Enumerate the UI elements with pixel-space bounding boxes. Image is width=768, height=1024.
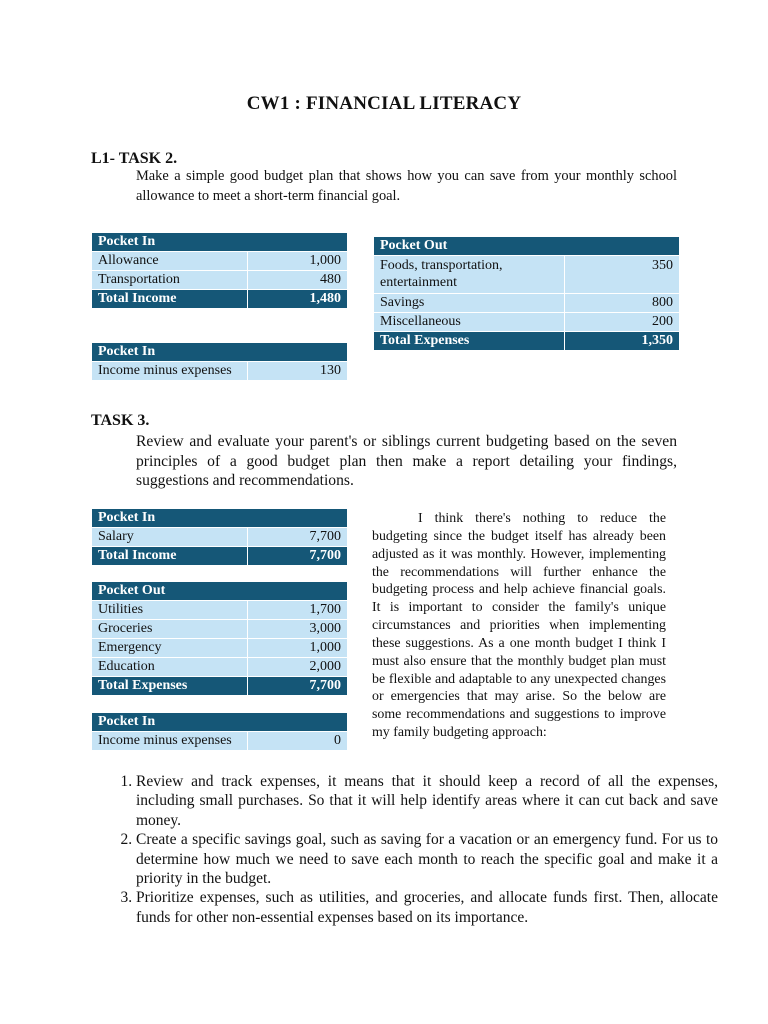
table-row bbox=[374, 294, 680, 313]
list-item: 3. Prioritize expenses, such as utilities, and groceries, and allocate funds first. Then, allocate funds for other non-essential expenses based on its importance. bbox=[136, 888, 718, 927]
row-label: Emergency bbox=[92, 639, 248, 658]
total-value: 7,700 bbox=[248, 547, 348, 566]
row-value: 800 bbox=[565, 294, 680, 313]
row-value: 2,000 bbox=[248, 658, 348, 677]
row-value: 0 bbox=[248, 732, 348, 751]
task3-net-table bbox=[91, 712, 348, 751]
table-row bbox=[92, 528, 348, 547]
row-value: 200 bbox=[565, 313, 680, 332]
total-value: 1,350 bbox=[565, 332, 680, 351]
task3-pocket-in-table bbox=[91, 508, 348, 566]
table-header: Pocket In bbox=[92, 713, 348, 732]
row-label: Allowance bbox=[92, 252, 248, 271]
task3-description: Review and evaluate your parent's or siblings current budgeting based on the seven principles of a good budget plan then make a report detailing your findings, suggestions and recommendations. bbox=[136, 433, 677, 489]
table-row bbox=[92, 362, 348, 381]
row-label: Utilities bbox=[92, 601, 248, 620]
row-label: Foods, transportation, entertainment bbox=[374, 256, 565, 294]
row-label: Income minus expenses bbox=[92, 362, 248, 381]
task3-heading: TASK 3. bbox=[91, 412, 150, 429]
total-row bbox=[92, 547, 348, 566]
list-item: 2. Create a specific savings goal, such as saving for a vacation or an emergency fund. For us to determine how much we need to save each month to reach the specific goal and make it a priority in the budget. bbox=[136, 830, 718, 888]
task3-report-paragraph bbox=[372, 510, 666, 742]
table-row bbox=[92, 639, 348, 658]
row-value: 350 bbox=[565, 256, 680, 294]
row-value: 1,700 bbox=[248, 601, 348, 620]
page-title: CW1 : FINANCIAL LITERACY bbox=[246, 93, 522, 114]
total-label: Total Expenses bbox=[374, 332, 565, 351]
row-label: Savings bbox=[374, 294, 565, 313]
row-label: Income minus expenses bbox=[92, 732, 248, 751]
table-row bbox=[92, 732, 348, 751]
total-row bbox=[92, 290, 348, 309]
task2-pocket-in-table bbox=[91, 232, 348, 309]
row-value: 1,000 bbox=[248, 639, 348, 658]
table-row bbox=[374, 313, 680, 332]
row-label: Education bbox=[92, 658, 248, 677]
total-label: Total Income bbox=[92, 547, 248, 566]
task3-pocket-out-table bbox=[91, 581, 348, 696]
row-label: Miscellaneous bbox=[374, 313, 565, 332]
row-label: Salary bbox=[92, 528, 248, 547]
table-row bbox=[92, 601, 348, 620]
table-header: Pocket Out bbox=[92, 582, 348, 601]
table-row bbox=[374, 256, 680, 294]
row-value: 1,000 bbox=[248, 252, 348, 271]
table-row bbox=[92, 252, 348, 271]
recommendations-list bbox=[96, 772, 718, 927]
row-label: Transportation bbox=[92, 271, 248, 290]
table-header: Pocket Out bbox=[374, 237, 680, 256]
row-value: 480 bbox=[248, 271, 348, 290]
table-row bbox=[92, 658, 348, 677]
task2-net-table bbox=[91, 342, 348, 381]
total-value: 7,700 bbox=[248, 677, 348, 696]
task2-description: Make a simple good budget plan that shows how you can save from your monthly school allowance to meet a short-term financial goal. bbox=[136, 168, 677, 204]
row-value: 3,000 bbox=[248, 620, 348, 639]
table-header: Pocket In bbox=[92, 509, 348, 528]
total-value: 1,480 bbox=[248, 290, 348, 309]
total-label: Total Expenses bbox=[92, 677, 248, 696]
task2-pocket-out-table bbox=[373, 236, 680, 351]
report-text: I think there's nothing to reduce the budgeting since the budget itself has already been adjusted as it was monthly. However, implementing the recommendations will further enhance the budgeting process and help achieve financial goals. It is important to consider the family's unique circumstances and priorities when implementing these suggestions. As a one month budget I think I must also ensure that the monthly budget plan must be flexible and adaptable to any unexpected changes or emergencies that may arise. So the below are some recommendations and suggestions to improve my family budgeting approach: bbox=[372, 511, 666, 741]
table-row bbox=[92, 271, 348, 290]
total-row bbox=[374, 332, 680, 351]
row-value: 7,700 bbox=[248, 528, 348, 547]
total-label: Total Income bbox=[92, 290, 248, 309]
table-row bbox=[92, 620, 348, 639]
row-label: Groceries bbox=[92, 620, 248, 639]
task2-heading: L1- TASK 2. bbox=[91, 150, 178, 167]
table-header: Pocket In bbox=[92, 343, 348, 362]
total-row bbox=[92, 677, 348, 696]
table-header: Pocket In bbox=[92, 233, 348, 252]
list-item: 1. Review and track expenses, it means that it should keep a record of all the expenses, including small purchases. So that it will help identify areas where it can cut back and save money. bbox=[136, 772, 718, 830]
row-value: 130 bbox=[248, 362, 348, 381]
